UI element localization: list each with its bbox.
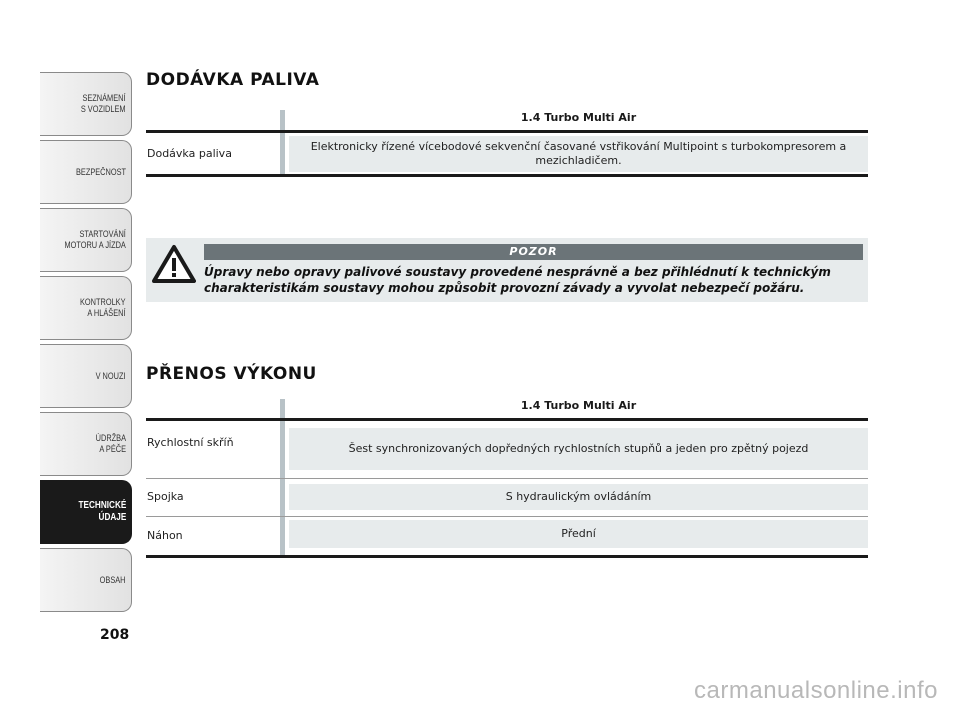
row-value: Šest synchronizovaných dopředných rychlostních stupňů a jeden pro zpětný pojezd xyxy=(289,428,868,470)
row-divider xyxy=(146,478,868,479)
tab-label: OBSAH xyxy=(100,574,126,585)
row-label: Dodávka paliva xyxy=(147,147,232,160)
row-label: Náhon xyxy=(147,529,183,542)
tab-label: TECHNICKÉ ÚDAJE xyxy=(78,500,126,523)
tab-label: ÚDRŽBA A PÉČE xyxy=(95,433,126,454)
tab-label: KONTROLKY A HLÁŠENÍ xyxy=(80,297,126,318)
tab-startovani[interactable] xyxy=(40,208,132,272)
row-value: S hydraulickým ovládáním xyxy=(289,484,868,510)
row-label: Rychlostní skříň xyxy=(147,436,234,449)
tab-label: V NOUZI xyxy=(96,370,126,381)
warning-heading: POZOR xyxy=(204,244,863,260)
table-bottom-rule xyxy=(146,174,868,177)
row-value: Elektronicky řízené vícebodové sekvenční časované vstřikování Multipoint s turbokompresorem a mezichladičem. xyxy=(289,136,868,172)
tab-label: BEZPEČNOST xyxy=(75,166,126,177)
table-bottom-rule xyxy=(146,555,868,558)
watermark: carmanualsonline.info xyxy=(694,677,938,704)
column-header: 1.4 Turbo Multi Air xyxy=(520,399,637,412)
column-divider xyxy=(280,110,285,176)
tab-label: SEZNÁMENÍ S VOZIDLEM xyxy=(81,93,126,114)
row-label: Spojka xyxy=(147,490,184,503)
warning-text: Úpravy nebo opravy palivové soustavy provedené nesprávně a bez přihlédnutí k technickým charakteristikám soustavy mohou způsobit provozní závady a vyvolat nebezpečí požáru. xyxy=(204,265,831,295)
table-top-rule xyxy=(146,130,868,133)
tab-bezpecnost[interactable] xyxy=(40,140,132,204)
tab-obsah[interactable] xyxy=(40,548,132,612)
tab-v-nouzi[interactable] xyxy=(40,344,132,408)
row-divider xyxy=(146,516,868,517)
column-header: 1.4 Turbo Multi Air xyxy=(520,111,637,124)
warning-triangle-icon xyxy=(152,244,196,284)
section-title-transmission: PŘENOS VÝKONU xyxy=(146,364,317,384)
tab-seznameni[interactable] xyxy=(40,72,132,136)
tab-udrzba[interactable] xyxy=(40,412,132,476)
table-top-rule xyxy=(146,418,868,421)
row-value: Přední xyxy=(289,520,868,548)
page-number: 208 xyxy=(100,627,130,643)
tab-label: STARTOVÁNÍ MOTORU A JÍZDA xyxy=(64,229,126,250)
tab-technicke-udaje[interactable] xyxy=(40,480,132,544)
section-title-fuel: DODÁVKA PALIVA xyxy=(146,70,320,90)
tab-kontrolky[interactable] xyxy=(40,276,132,340)
